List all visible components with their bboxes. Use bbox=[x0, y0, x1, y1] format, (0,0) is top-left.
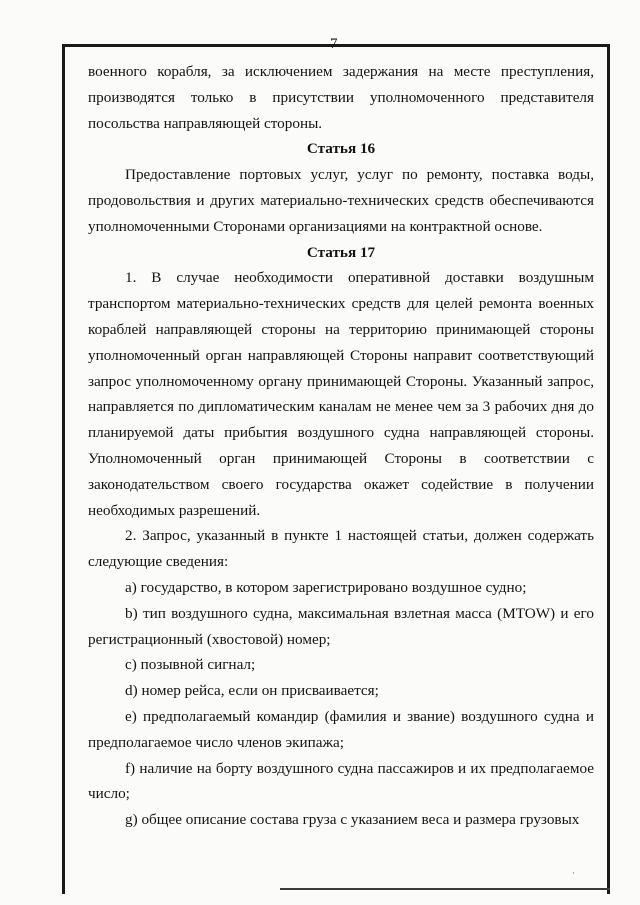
paragraph-continuation: военного корабля, за исключением задержания на месте преступления, производятся только в присутствии уполномоченного представителя посольства направляющей стороны. bbox=[88, 63, 594, 132]
article-17-heading: Статья 17 bbox=[306, 243, 376, 261]
page-frame-bottom-border bbox=[280, 888, 610, 890]
article-17-clause-2: 2. Запрос, указанный в пункте 1 настоящей статьи, должен содержать следующие сведения: bbox=[88, 527, 594, 571]
list-item-b: b) тип воздушного судна, максимальная взлетная масса (MTOW) и его регистрационный (хвостовой) номер; bbox=[88, 604, 594, 648]
article-16-paragraph: Предоставление портовых услуг, услуг по ремонту, поставка воды, продовольствия и других материально-технических средств обеспечиваются уполномоченными Сторонами организациями на контрактной основе. bbox=[88, 166, 594, 235]
list-item-d: d) номер рейса, если он присваивается; bbox=[125, 682, 379, 700]
list-item-f: f) наличие на борту воздушного судна пассажиров и их предполагаемое число; bbox=[88, 759, 594, 803]
article-17-clause-1: 1. В случае необходимости оперативной доставки воздушным транспортом материально-технических средств для целей ремонта военных кораблей направляющей стороны на территорию принимающей стороны уполномоченный орган направляющей Стороны направит соответствующий запрос уполномоченному органу принимающей Стороны. Указанный запрос, направляется по дипломатическим каналам не менее чем за 3 рабочих дня до планируемой даты прибытия воздушного судна направляющей стороны. Уполномоченный орган принимающей Стороны в соответствии с законодательством своего государства окажет содействие в получении необходимых разрешений. bbox=[88, 269, 594, 519]
scan-mark: · bbox=[572, 868, 575, 878]
article-16-heading: Статья 16 bbox=[306, 140, 376, 158]
list-item-g: g) общее описание состава груза с указанием веса и размера грузовых bbox=[125, 811, 580, 829]
page-frame-left-border bbox=[62, 44, 65, 894]
page-number: 7 bbox=[330, 36, 338, 52]
page-frame-right-border bbox=[607, 44, 610, 894]
list-item-c: c) позывной сигнал; bbox=[125, 656, 256, 674]
list-item-e: e) предполагаемый командир (фамилия и звание) воздушного судна и предполагаемое число членов экипажа; bbox=[88, 707, 594, 751]
document-body bbox=[88, 59, 594, 833]
list-item-a: а) государство, в котором зарегистрировано воздушное судно; bbox=[125, 578, 527, 596]
